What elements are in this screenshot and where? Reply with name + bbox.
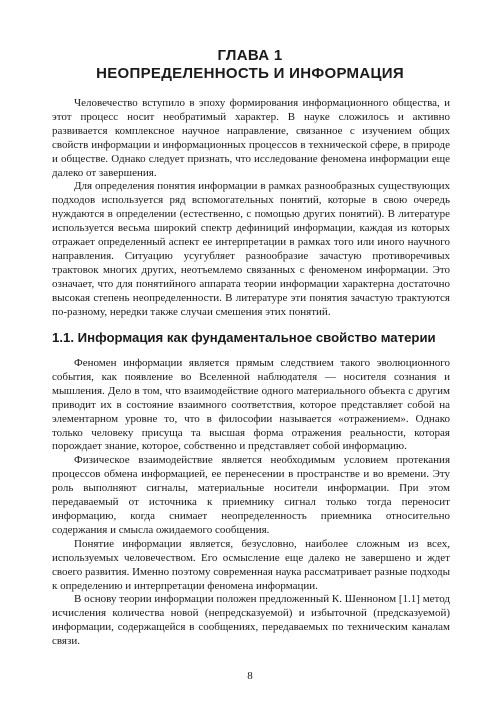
intro-text xyxy=(52,97,450,320)
paragraph: Человечество вступило в эпоху формирования информационного общества, и этот процесс носит необратимый характер. В науке сложилось и активно развивается комплексное научное направление, связанное с изучением общих свойств информации и информационных процессов в технической сфере, в природе и обществе. Однако следует признать, что исследование феномена информации еще далеко от завершения. xyxy=(52,97,450,179)
section-heading: 1.1. Информация как фундаментальное свойство материи xyxy=(52,330,436,345)
chapter-number: ГЛАВА 1 xyxy=(217,47,283,64)
page-number: 8 xyxy=(247,670,253,682)
paragraph: Для определения понятия информации в рамках разнообразных существующих подходов используется ряд вспомогательных понятий, которые в свою очередь нуждаются в определении (естественно, с помощью других понятий). В литературе используется весьма широкий спектр дефиниций информации, каждая из которых отражает определенный аспект ее интерпретации в рамках того или иного научного направления. Ситуацию усугубляет разнообразие зачастую противоречивых трактовок многих других, неотъемлемо связанных с феноменом информации. Это означает, что для понятийного аппарата теории информации характерна достаточно высокая степень неопределенности. В литературе эти понятия зачастую трактуются по-разному, нередки также случаи смешения этих понятий. xyxy=(52,180,450,318)
paragraph: Понятие информации является, безусловно, наиболее сложным из всех, используемых человечеством. Его осмысление еще далеко не завершено и ждет своего развития. Именно поэтому современная наука рассматривает разные подходы к определению и интерпретации феномена информации. xyxy=(52,537,450,592)
paragraph: Физическое взаимодействие является необходимым условием протекания процессов обмена информацией, ее перенесении в пространстве и во времени. Эту роль выполняют сигналы, материальные носители информации. При этом передаваемый от источника к приемнику сигнал только тогда переносит информацию, когда снимает неопределенность приемника относительно содержания и смысла ожидаемого сообщения. xyxy=(52,454,450,536)
section-text xyxy=(52,357,450,649)
chapter-heading xyxy=(0,47,500,83)
chapter-title: НЕОПРЕДЕЛЕННОСТЬ И ИНФОРМАЦИЯ xyxy=(96,65,404,82)
paragraph: В основу теории информации положен предложенный К. Шенноном [1.1] метод исчисления количества новой (непредсказуемой) и избыточной (предсказуемой) информации, содержащейся в сообщениях, передаваемых по техническим каналам связи. xyxy=(52,593,450,648)
paragraph: Феномен информации является прямым следствием такого эволюционного события, как появление во Вселенной наблюдателя — носителя сознания и мышления. Дело в том, что взаимодействие одного материального объекта с другим приводит их в состояние взаимного соответствия, которое представляет собой на элементарном уровне то, что в философии называется «отражением». Однако только человеку присуща та высшая форма отражения реальности, которая порождает знание, которое, собственно и представляет собой информацию. xyxy=(52,357,450,453)
